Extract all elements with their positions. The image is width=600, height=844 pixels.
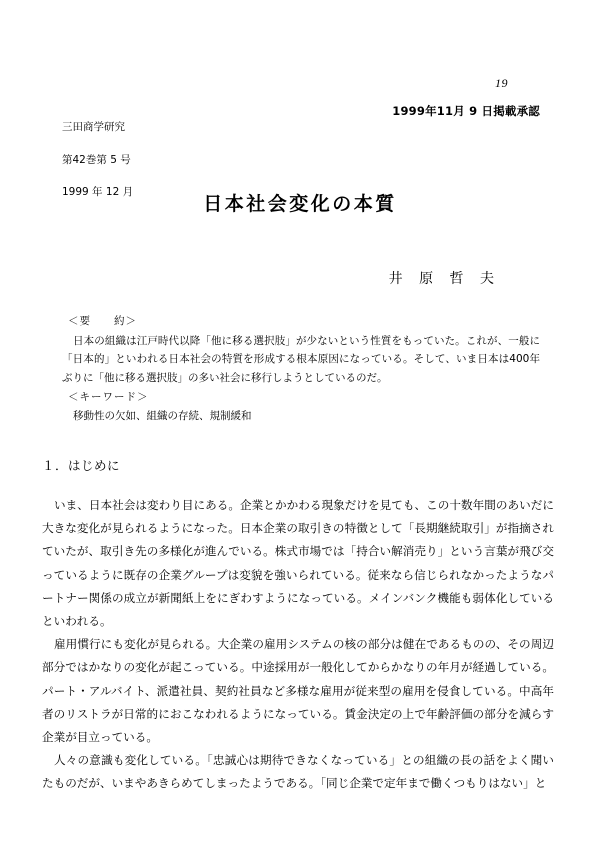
abstract-text: 日本の組織は江戸時代以降「他に移る選択肢」が少ないという性質をもっていた。これが、一般に「日本的」といわれる日本社会の特質を形成する根本原因になっている。そして、いま日本は400年ぶりに「他に移る選択肢」の多い社会に移行しようとしているのだ。 [62, 335, 540, 384]
journal-date: 1999 年 12 月 [62, 186, 134, 199]
abstract-marker: ＜要 約＞ [68, 315, 137, 327]
abstract-section [62, 313, 540, 387]
paragraph: 人々の意識も変化している。「忠誠心は期待できなくなっている」との組織の長の話をよく聞いたものだが、いまやあきらめてしまったようである。「同じ企業で定年まで働くつもりはない」と [42, 753, 554, 791]
paragraph: いま、日本社会は変わり目にある。企業とかかわる現象だけを見ても、この十数年間のあいだに大きな変化が見られるようになった。日本企業の取引きの特徴として「長期継続取引」が指摘されていたが、取引き先の多様化が進んでいる。株式市場では「持合い解消売り」という言葉が飛び交っているように既存の企業グループは変貌を強いられている。従来なら信じられなかったようなパートナー関係の成立が新聞紙上をにぎわすようになっている。メインバンク機能も弱体化しているといわれる。 [42, 498, 554, 628]
keywords-text: 移動性の欠如、組織の存続、規制緩和 [73, 410, 252, 422]
page-title: 日本社会変化の本質 [203, 192, 397, 215]
journal-volume-issue: 第42巻第 5 号 [62, 153, 131, 166]
page-number: 19 [495, 76, 508, 90]
paragraph: 雇用慣行にも変化が見られる。大企業の雇用システムの核の部分は健在であるものの、その周辺部分ではかなりの変化が起こっている。中途採用が一般化してからかなりの年月が経過している。パート・アルバイト、派遣社員、契約社員など多様な雇用が従来型の雇用を侵食している。中高年者のリストラが日常的におこなわれるようになっている。賃金決定の上で年齢評価の部分を減らす企業が目立っている。 [42, 637, 554, 744]
section-heading-1: １．はじめに [42, 458, 121, 473]
author-name: 井 原 哲 夫 [388, 271, 500, 287]
keywords-section [62, 389, 540, 426]
acceptance-note: 1999年11月 9 日掲載承認 [392, 104, 540, 118]
journal-name: 三田商学研究 [62, 121, 125, 134]
keywords-marker: ＜キーワード＞ [68, 391, 149, 403]
section-body-1 [42, 494, 554, 795]
